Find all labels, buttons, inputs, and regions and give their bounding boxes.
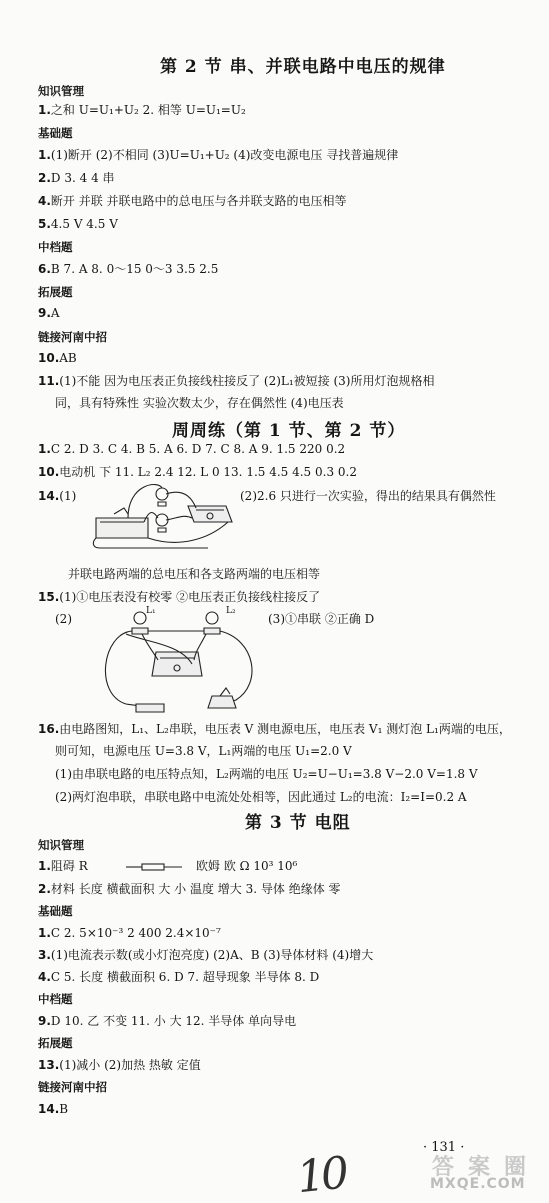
answer-line: 2.D 3. 4 4 串 [38, 171, 115, 185]
heading-basic: 基础题 [38, 126, 73, 140]
answer-line: 4.断开 并联 并联电路中的总电压与各并联支路的电压相等 [38, 194, 347, 208]
answer-line: 6.B 7. A 8. 0～15 0～3 3.5 2.5 [38, 262, 219, 276]
heading-knowledge: 知识管理 [38, 84, 84, 98]
answer-line: 1.C 2. D 3. C 4. B 5. A 6. D 7. C 8. A 9. 1.5 220 0.2 [38, 442, 346, 456]
heading-medium: 中档题 [38, 240, 73, 254]
answer-line: 2.材料 长度 横截面积 大 小 温度 增大 3. 导体 绝缘体 零 [38, 882, 341, 896]
watermark-char: 案 [468, 1155, 491, 1180]
watermark-site: MXQE.COM [430, 1176, 526, 1192]
section2-title: 第 2 节 串、并联电路中电压的规律 [160, 57, 446, 77]
answer-line: 3.(1)电流表示数(或小灯泡亮度) (2)A、B (3)导体材料 (4)增大 [38, 948, 374, 962]
answer-line: 14.B [38, 1102, 69, 1116]
lamp-label-l1: L₁ [146, 606, 156, 616]
answer-line: (2)2.6 只进行一次实验，得出的结果具有偶然性 [240, 489, 496, 503]
watermark-logo [430, 1150, 545, 1196]
answer-line: 13.(1)减小 (2)加热 热敏 定值 [38, 1058, 201, 1072]
answer-line: 9.D 10. 乙 不变 11. 小 大 12. 半导体 单向导电 [38, 1014, 297, 1028]
heading-extension: 拓展题 [38, 285, 73, 299]
answer-line: 1.之和 U=U₁+U₂ 2. 相等 U=U₁=U₂ [38, 103, 246, 117]
heading-medium: 中档题 [38, 992, 73, 1006]
answer-line: 1.C 2. 5×10⁻³ 2 400 2.4×10⁻⁷ [38, 926, 221, 940]
answer-line: 5.4.5 V 4.5 V [38, 217, 118, 231]
answer-line: 1.(1)断开 (2)不相同 (3)U=U₁+U₂ (4)改变电源电压 寻找普遍规律 [38, 148, 399, 162]
answer-line: (2) [55, 612, 72, 626]
handwritten-mark: 10 [294, 1147, 348, 1203]
answer-line: 10.电动机 下 11. L₂ 2.4 12. L 0 13. 1.5 4.5 4.5 0.3 0.2 [38, 465, 357, 479]
answer-line: 16.由电路图知，L₁、L₂串联，电压表 V 测电源电压，电压表 V₁ 测灯泡 L₁两端的电压， [38, 722, 511, 736]
watermark-char: 圈 [504, 1155, 527, 1180]
parallel-circuit-figure [88, 478, 238, 550]
weekly-practice-title: 周周练（第 1 节、第 2 节） [172, 421, 406, 441]
heading-basic: 基础题 [38, 904, 73, 918]
answer-line: 15.(1)①电压表没有校零 ②电压表正负接线柱接反了 [38, 590, 321, 604]
page-number: · 131 · [423, 1140, 465, 1155]
answer-line: (2)两灯泡串联，串联电路中电流处处相等，因此通过 L₂的电流：I₂=I=0.2 A [55, 790, 467, 804]
answer-line: 14.(1) [38, 489, 77, 503]
heading-knowledge: 知识管理 [38, 838, 84, 852]
answer-line: 11.(1)不能 因为电压表正负接线柱接反了 (2)L₁被短接 (3)所用灯泡规格相 [38, 374, 435, 388]
series-circuit-figure [96, 604, 266, 716]
answer-line: 1.阻碍 R [38, 859, 88, 873]
watermark-char: 答 [432, 1155, 455, 1180]
answer-line: 4.C 5. 长度 横截面积 6. D 7. 超导现象 半导体 8. D [38, 970, 320, 984]
answer-line: 欧姆 欧 Ω 10³ 10⁶ [196, 859, 298, 873]
answer-line: 同，具有特殊性 实验次数太少，存在偶然性 (4)电压表 [55, 396, 344, 410]
answer-line: 则可知，电源电压 U=3.8 V，L₁两端的电压 U₁=2.0 V [55, 744, 352, 758]
lamp-label-l2: L₂ [226, 606, 236, 616]
heading-henan: 链接河南中招 [38, 330, 107, 344]
heading-henan: 链接河南中招 [38, 1080, 107, 1094]
answer-line: 10.AB [38, 351, 77, 365]
answer-line: 9.A [38, 306, 60, 320]
section3-title: 第 3 节 电阻 [245, 813, 351, 833]
resistor-symbol [124, 862, 184, 872]
answer-line: 并联电路两端的总电压和各支路两端的电压相等 [68, 567, 321, 581]
answer-line: (3)①串联 ②正确 D [268, 612, 375, 626]
heading-extension: 拓展题 [38, 1036, 73, 1050]
answer-line: (1)由串联电路的电压特点知，L₂两端的电压 U₂=U−U₁=3.8 V−2.0 V=1.8 V [55, 767, 478, 781]
